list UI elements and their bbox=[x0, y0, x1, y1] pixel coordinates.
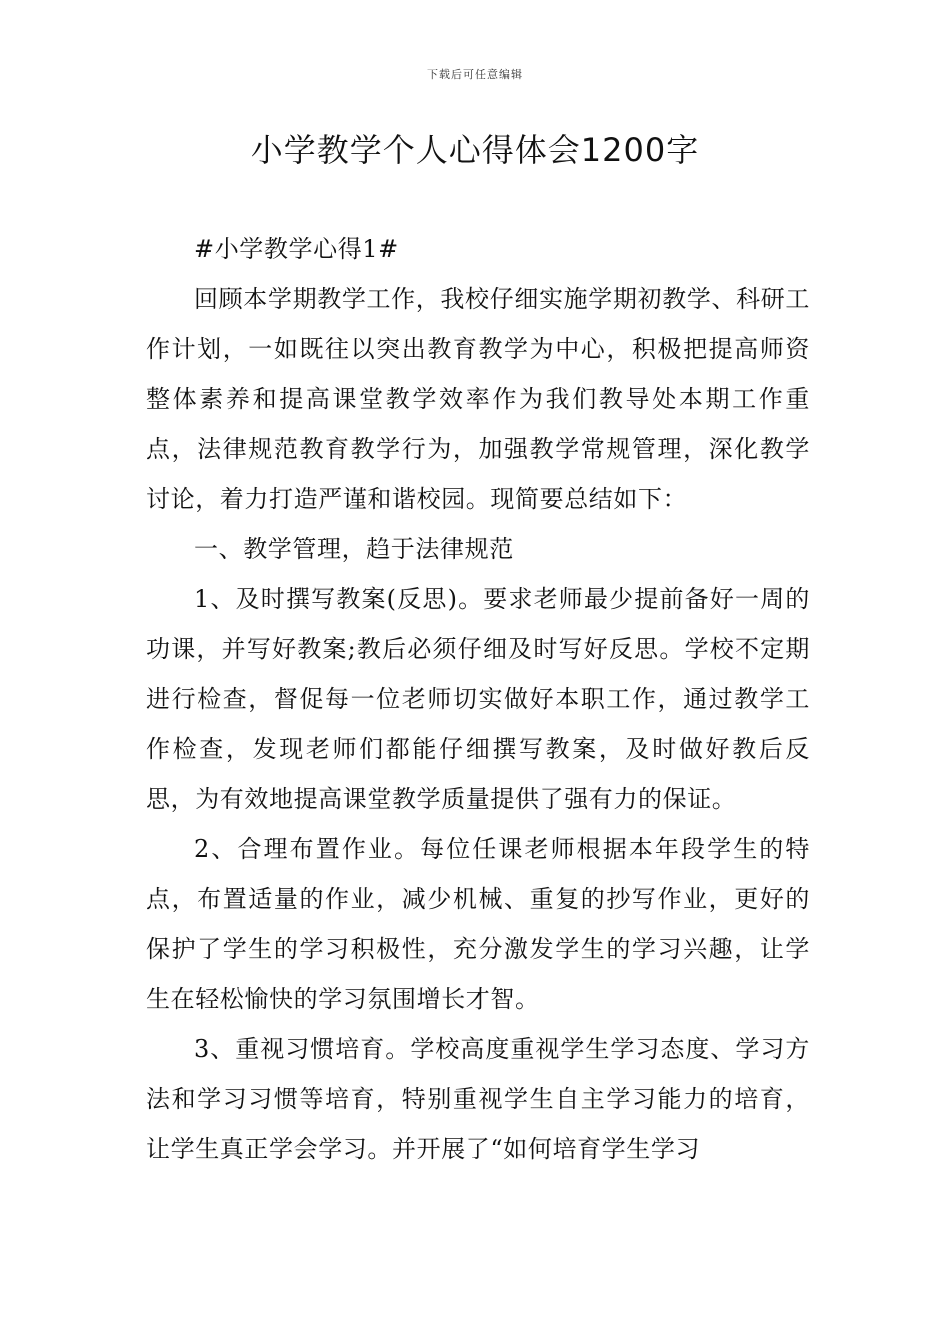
paragraph-item-1: 1、及时撰写教案(反思)。要求老师最少提前备好一周的功课，并写好教案;教后必须仔细及时写好反思。学校不定期进行检查，督促每一位老师切实做好本职工作，通过教学工作检查，发现老师们都能仔细撰写教案，及时做好教后反思，为有效地提高课堂教学质量提供了强有力的保证。 bbox=[146, 585, 810, 813]
paragraph-item-3: 3、重视习惯培育。学校高度重视学生学习态度、学习方法和学习习惯等培育，特别重视学生自主学习能力的培育，让学生真正学会学习。并开展了“如何培育学生学习 bbox=[146, 1035, 810, 1163]
subsection-heading: 一、教学管理，趋于法律规范 bbox=[194, 535, 514, 563]
document-title: 小学教学个人心得体会1200字 bbox=[250, 131, 700, 169]
header-note: 下载后可任意编辑 bbox=[427, 68, 523, 81]
section-heading: #小学教学心得1# bbox=[194, 235, 399, 263]
paragraph-intro: 回顾本学期教学工作，我校仔细实施学期初教学、科研工作计划，一如既往以突出教育教学为中心，积极把提高师资整体素养和提高课堂教学效率作为我们教导处本期工作重点，法律规范教育教学行为，加强教学常规管理，深化教学讨论，着力打造严谨和谐校园。现简要总结如下： bbox=[146, 285, 810, 513]
document-body bbox=[146, 224, 810, 1174]
paragraph-item-2: 2、合理布置作业。每位任课老师根据本年段学生的特点，布置适量的作业，减少机械、重复的抄写作业，更好的保护了学生的学习积极性，充分激发学生的学习兴趣，让学生在轻松愉快的学习氛围增长才智。 bbox=[146, 835, 810, 1013]
